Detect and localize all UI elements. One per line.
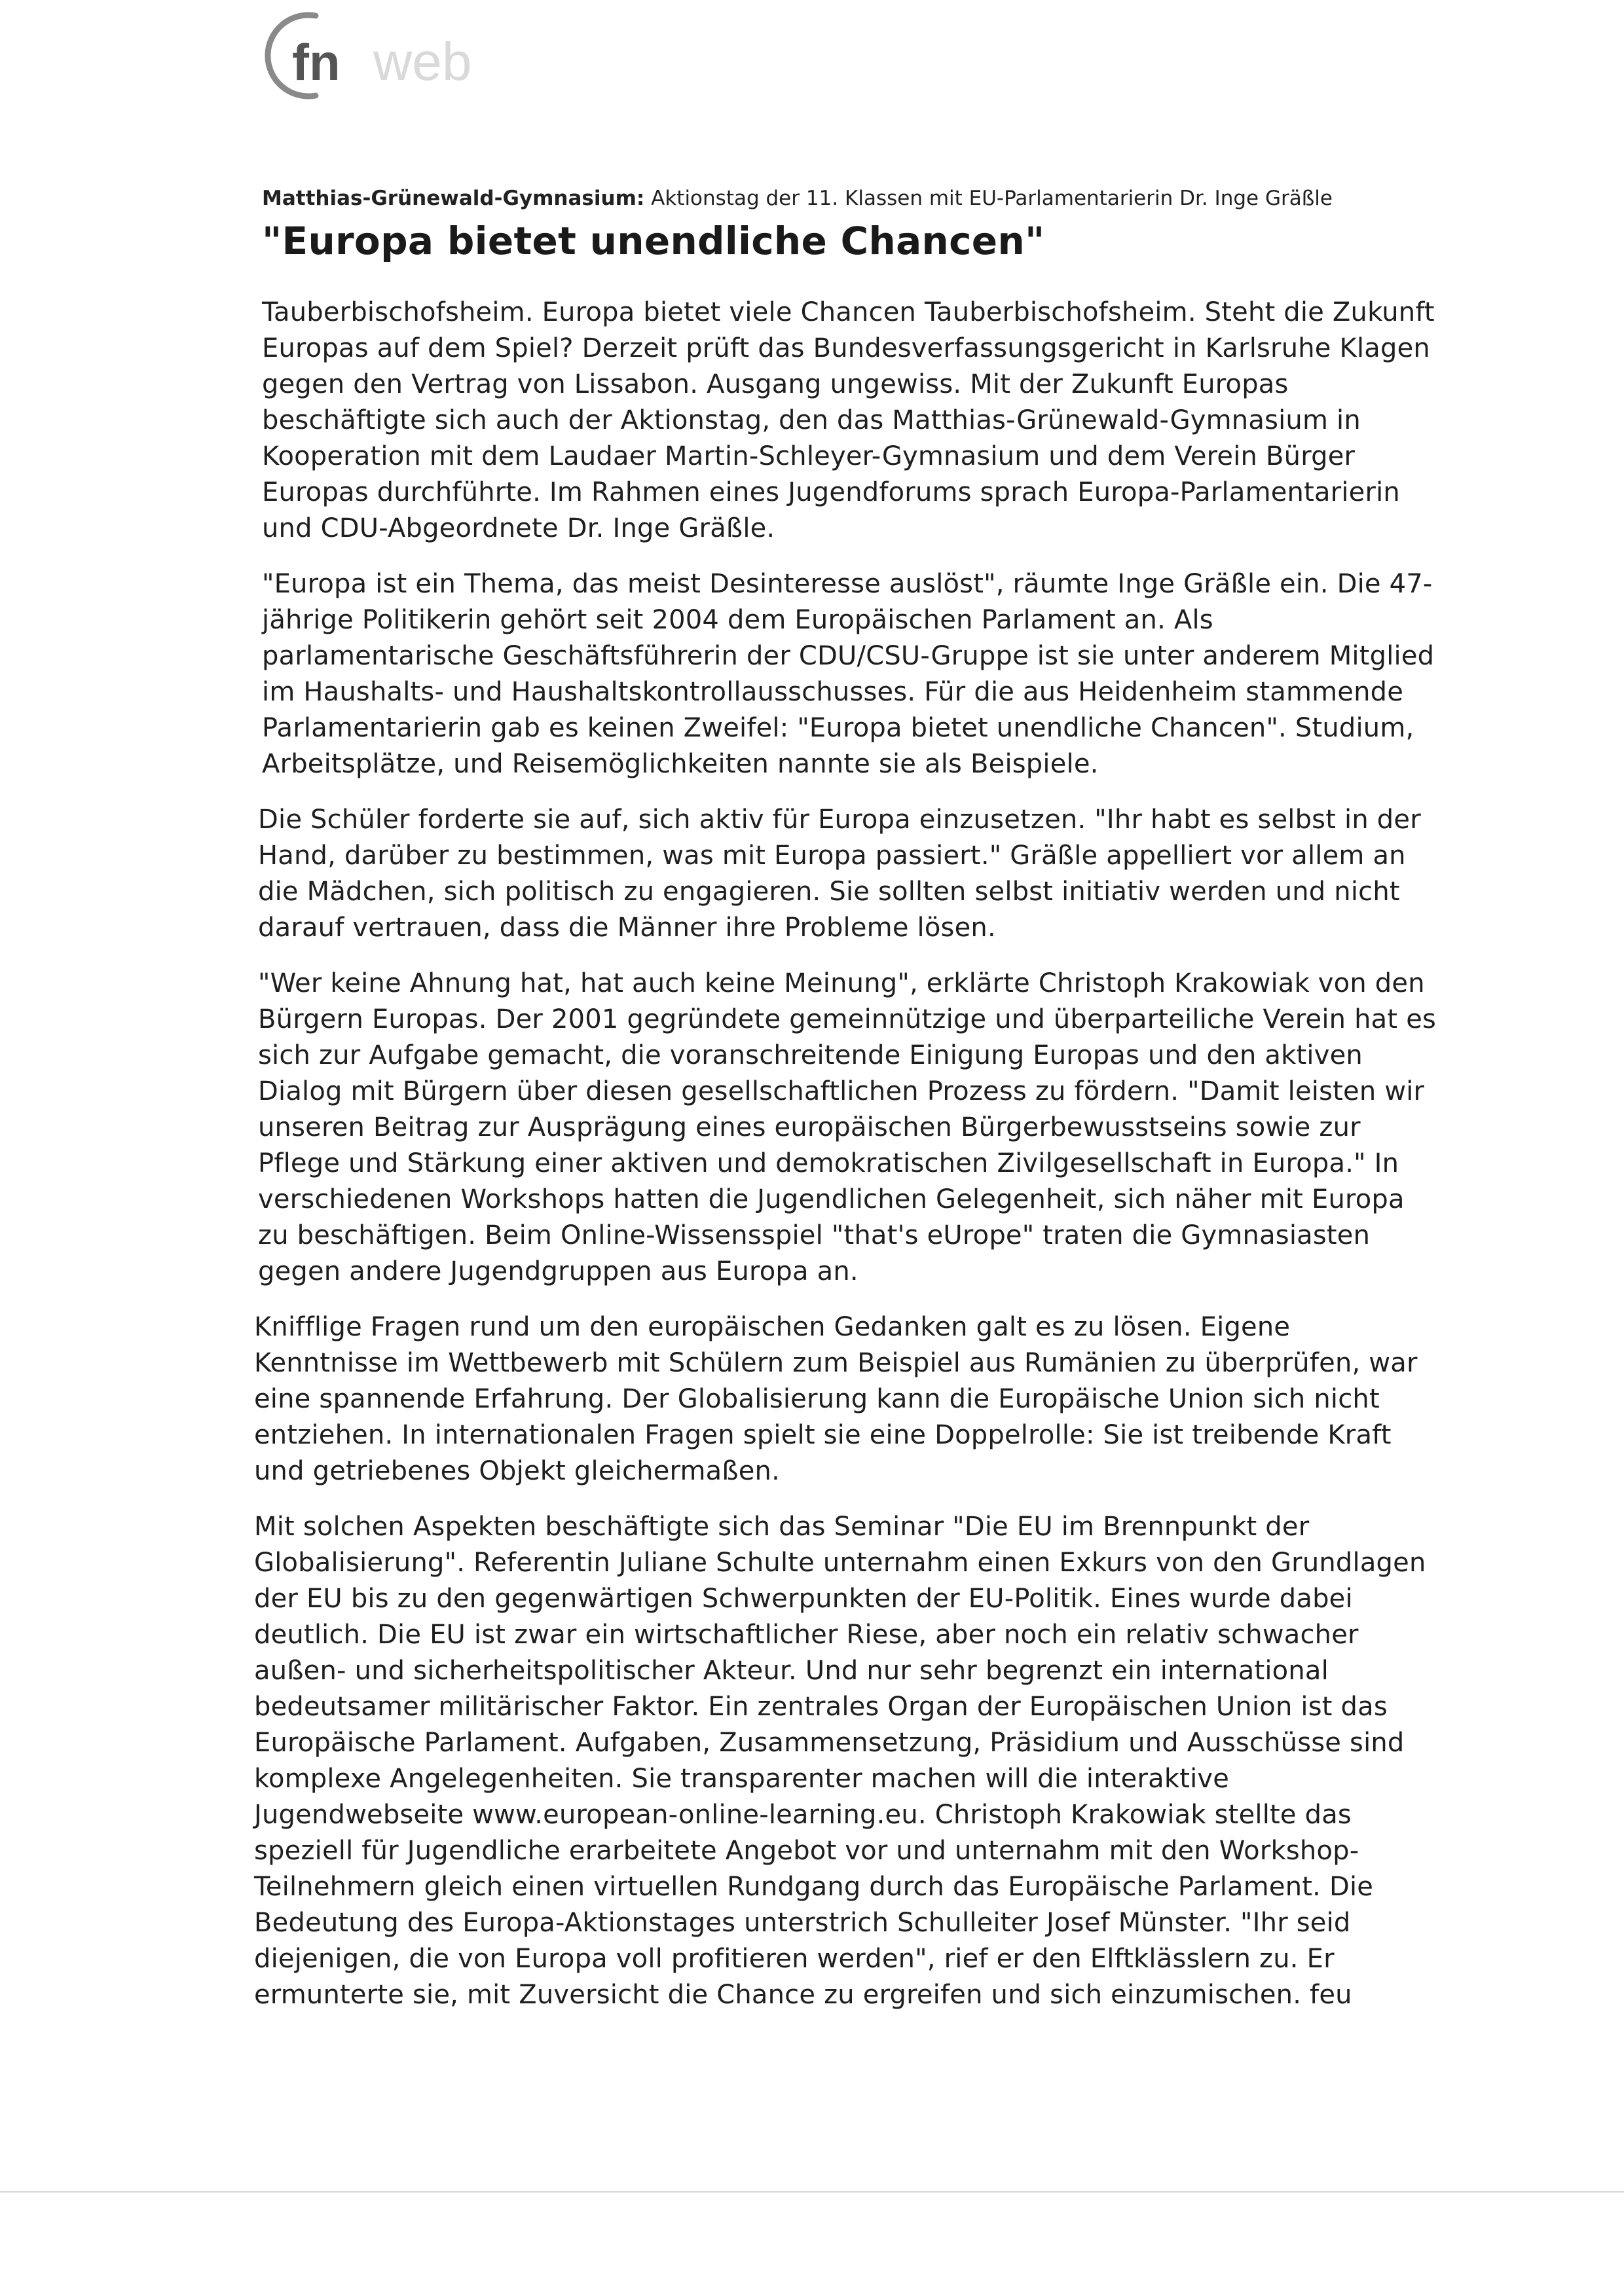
article <box>251 185 1450 2033</box>
article-source-label: Matthias-Grünewald-Gymnasium: <box>262 187 645 210</box>
fn-web-logo <box>259 7 521 105</box>
logo-letters: fn <box>292 33 341 91</box>
article-paragraph-2: "Europa ist ein Thema, das meist Desinteresse auslöst", räumte Inge Gräßle ein. Die 47-jährige Politikerin gehört seit 2004 dem Europäischen Parlament an. Als parlamentarische Geschäftsführerin der CDU/CSU-Gruppe ist sie unter anderem Mitglied im Haushalts- und Haushaltskontrollausschusses. Für die aus Heidenheim stammende Parlamentarierin gab es keinen Zweifel: "Europa bietet unendliche Chancen". Studium, Arbeitsplätze, und Reisemöglichkeiten nannte sie als Beispiele. <box>262 569 1435 779</box>
article-paragraph-1: Tauberbischofsheim. Europa bietet viele Chancen Tauberbischofsheim. Steht die Zukunft Europas auf dem Spiel? Derzeit prüft das Bundesverfassungsgericht in Karlsruhe Klagen gegen den Vertrag von Lissabon. Ausgang ungewiss. Mit der Zukunft Europas beschäftigte sich auch der Aktionstag, den das Matthias-Grünewald-Gymnasium in Kooperation mit dem Laudaer Martin-Schleyer-Gymnasium und dem Verein Bürger Europas durchführte. Im Rahmen eines Jugendforums sprach Europa-Parlamentarierin und CDU-Abgeordnete Dr. Inge Gräßle. <box>262 297 1435 543</box>
article-paragraph-5: Knifflige Fragen rund um den europäischen Gedanken galt es zu lösen. Eigene Kenntnisse im Wettbewerb mit Schülern zum Beispiel aus Rumänien zu überprüfen, war eine spannende Erfahrung. Der Globalisierung kann die Europäische Union sich nicht entziehen. In internationalen Fragen spielt sie eine Doppelrolle: Sie ist treibende Kraft und getriebenes Objekt gleichermaßen. <box>254 1312 1418 1486</box>
article-kicker-text: Aktionstag der 11. Klassen mit EU-Parlamentarierin Dr. Inge Gräßle <box>651 187 1333 210</box>
article-headline: "Europa bietet unendliche Chancen" <box>262 219 1045 263</box>
article-paragraph-4: "Wer keine Ahnung hat, hat auch keine Meinung", erklärte Christoph Krakowiak von den Bürgern Europas. Der 2001 gegründete gemeinnützige und überparteiliche Verein hat es sich zur Aufgabe gemacht, die voranschreitende Einigung Europas und den aktiven Dialog mit Bürgern über diesen gesellschaftlichen Prozess zu fördern. "Damit leisten wir unseren Beitrag zur Ausprägung eines europäischen Bürgerbewusstseins sowie zur Pflege und Stärkung einer aktiven und demokratischen Zivilgesellschaft in Europa." In verschiedenen Workshops hatten die Jugendlichen Gelegenheit, sich näher mit Europa zu beschäftigen. Beim Online-Wissensspiel "that's eUrope" traten die Gymnasiasten gegen andere Jugendgruppen aus Europa an. <box>258 968 1437 1286</box>
logo-word: web <box>373 32 472 92</box>
article-paragraph-6: Mit solchen Aspekten beschäftigte sich das Seminar "Die EU im Brennpunkt der Globalisierung". Referentin Juliane Schulte unternahm einen Exkurs von den Grundlagen der EU bis zu den gegenwärtigen Schwerpunkten der EU-Politik. Eines wurde dabei deutlich. Die EU ist zwar ein wirtschaftlicher Riese, aber noch ein relativ schwacher außen- und sicherheitspolitischer Akteur. Und nur sehr begrenzt ein international bedeutsamer militärischer Faktor. Ein zentrales Organ der Europäischen Union ist das Europäische Parlament. Aufgaben, Zusammensetzung, Präsidium und Ausschüsse sind komplexe Angelegenheiten. Sie transparenter machen will die interaktive Jugendwebseite www.european-online-learning.eu. Christoph Krakowiak stellte das speziell für Jugendliche erarbeitete Angebot vor und unternahm mit den Workshop-Teilnehmern gleich einen virtuellen Rundgang durch das Europäische Parlament. Die Bedeutung des Europa-Aktionstages unterstrich Schulleiter Josef Münster. "Ihr seid diejenigen, die von Europa voll profitieren werden", rief er den Elftklässlern zu. Er ermunterte sie, mit Zuversicht die Chance zu ergreifen und sich einzumischen. feu <box>254 1512 1426 2010</box>
article-paragraph-3: Die Schüler forderte sie auf, sich aktiv für Europa einzusetzen. "Ihr habt es selbst in der Hand, darüber zu bestimmen, was mit Europa passiert." Gräßle appelliert vor allem an die Mädchen, sich politisch zu engagieren. Sie sollten selbst initiativ werden und nicht darauf vertrauen, dass die Männer ihre Probleme lösen. <box>258 805 1421 943</box>
fn-web-logo-mark <box>259 7 521 105</box>
page-bottom-divider <box>0 2191 1624 2193</box>
article-kicker <box>262 185 1450 212</box>
